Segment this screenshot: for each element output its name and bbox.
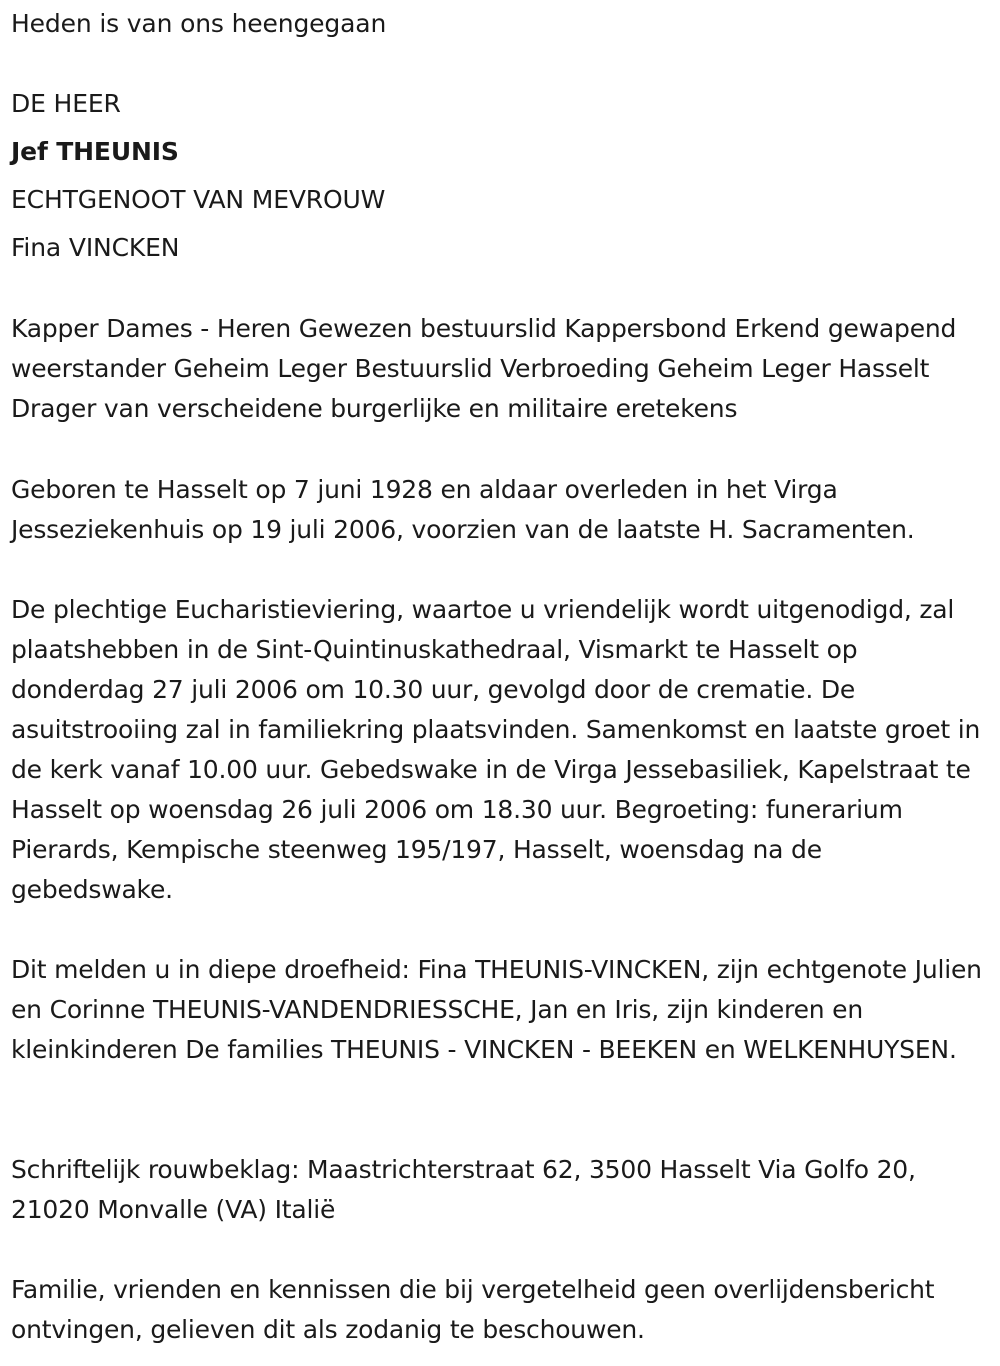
ceremony-paragraph: De plechtige Eucharistieviering, waartoe u vriendelijk wordt uitgenodigd, zal plaatshebben in de Sint-Quintinuskathedraal, Vismarkt te Hasselt op donderdag 27 juli 2006 om 10.30 uur, gevolgd door de crematie. De asuitstrooiing zal in familiekring plaatsvinden. Samenkomst en laatste groet in de kerk vanaf 10.00 uur. Gebedswake in de Virga Jessebasiliek, Kapelstraat te Hasselt op woensdag 26 juli 2006 om 18.30 uur. Begroeting: funerarium Pierards, Kempische steenweg 195/197, Hasselt, woensdag na de gebedswake. xyxy=(11,595,981,904)
condolences-paragraph: Schriftelijk rouwbeklag: Maastrichterstraat 62, 3500 Hasselt Via Golfo 20, 21020 Monvalle (VA) Italië xyxy=(11,1155,916,1224)
family-paragraph: Dit melden u in diepe droefheid: Fina THEUNIS-VINCKEN, zijn echtgenote Julien en Corinne THEUNIS-VANDENDRIESSCHE, Jan en Iris, zijn kinderen en kleinkinderen De families THEUNIS - VINCKEN - BEEKEN en WELKENHUYSEN. xyxy=(11,955,982,1064)
deceased-name: Jef THEUNIS xyxy=(11,137,179,166)
intro-text: Heden is van ons heengegaan xyxy=(11,9,387,38)
spouse-title: ECHTGENOOT VAN MEVROUW xyxy=(11,185,386,214)
spouse-name: Fina VINCKEN xyxy=(11,233,180,262)
honorific: DE HEER xyxy=(11,89,121,118)
closing-paragraph: Familie, vrienden en kennissen die bij vergetelheid geen overlijdensbericht ontvingen, gelieven dit als zodanig te beschouwen. xyxy=(11,1275,935,1344)
biography-paragraph: Kapper Dames - Heren Gewezen bestuurslid Kappersbond Erkend gewapend weerstander Geheim Leger Bestuurslid Verbroeding Geheim Leger Hasselt Drager van verscheidene burgerlijke en militaire eretekens xyxy=(11,314,957,423)
birth-death-paragraph: Geboren te Hasselt op 7 juni 1928 en aldaar overleden in het Virga Jesseziekenhuis op 19 juli 2006, voorzien van de laatste H. Sacramenten. xyxy=(11,475,915,544)
